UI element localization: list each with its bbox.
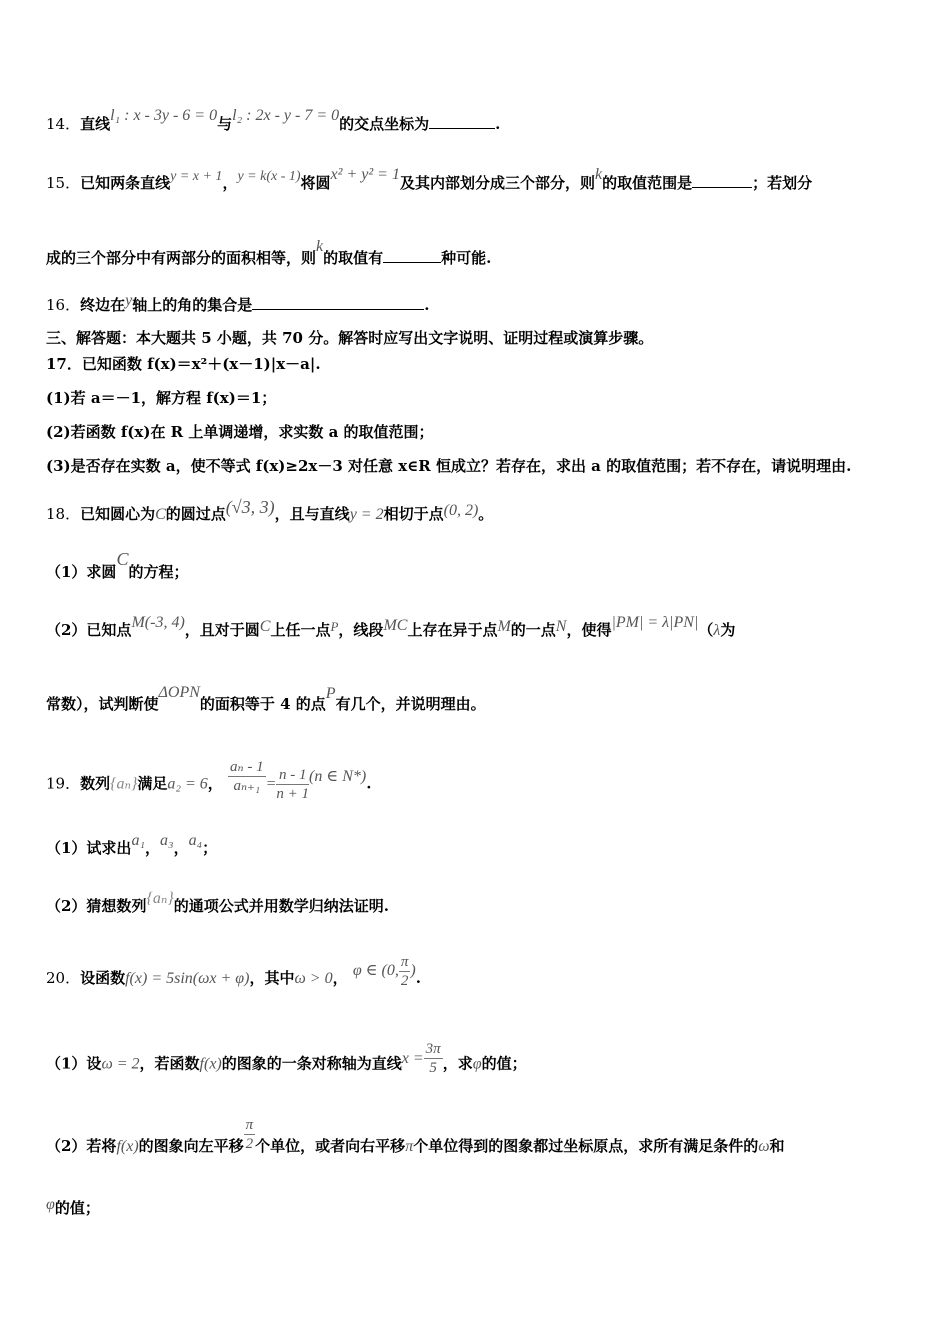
question-17-part3: (3)是否存在实数 a，使不等式 f(x)≥2x－3 对任意 x∈R 恒成立？若存在，求出 a 的取值范围；若不存在，请说明理由. [46,457,852,475]
q15-circle: x² + y² = 1 [330,166,400,183]
q18-number: 18． [46,505,81,523]
q20-p1-b: 的图象的一条对称轴为直线 [221,1054,402,1073]
q20-comma: ， [332,969,348,987]
q15-line2-k: k [316,238,324,255]
q15-tail3: ；若划分 [752,174,813,192]
question-18 [46,497,910,525]
q20-omega-cond: ω > 0 [294,970,333,987]
question-19-part1 [46,832,910,859]
q20-pi-over-2 [399,953,411,990]
q18-p2-lead: （2）已知点 [46,621,132,639]
q20-p2-bottom: 2 [245,1135,254,1152]
q18-point2: (0, 2) [443,502,479,519]
q15-tail: 及其内部划分成三个部分，则 [399,174,595,192]
question-17-stem: 17．已知函数 f(x)＝x²＋(x－1)|x－a|. [46,355,321,373]
q20-p2-b: 个单位，或者向右平移 [255,1137,406,1155]
question-14 [46,107,910,135]
q20-p1-x: x = [401,1049,424,1067]
q14-end: . [495,115,501,133]
question-19-part2 [46,890,910,917]
q19-fraction-right [276,766,309,803]
q18-p2-P: P [330,619,339,634]
q20-pi-bottom: 2 [400,972,409,989]
q18-mid: 的圆过点 [165,505,226,523]
q19-p1-lead: （1）试求出 [46,839,132,857]
q18-p2-h: 为 [720,621,736,639]
q18-C: C [155,506,166,523]
q18-mid3: 相切于点 [383,505,444,523]
q18-p2-line2-lead: 常数），试判断使 [46,695,159,713]
q19-sequence: {aₙ} [110,775,138,793]
q15-line2: y = k(x - 1) [237,169,301,184]
q18-p2-c: ，线段 [338,621,384,639]
q15-answer-blank-2[interactable] [383,248,441,263]
q14-lead: 直线 [80,115,111,133]
question-17-part1: (1)若 a＝－1，解方程 f(x)＝1； [46,389,277,407]
q15-line2-tail: 的取值有 [323,249,384,267]
q18-p2-triangle: ΔOPN [158,684,200,701]
q14-answer-blank[interactable] [429,114,495,129]
q18-p2-C: C [259,618,271,635]
q18-lead: 已知圆心为 [80,505,156,523]
q19-equals: = [265,775,277,793]
q20-p1-bottom: 5 [429,1060,437,1076]
q15-k: k [594,166,603,183]
question-16 [46,292,910,316]
q19-p2-tail: 的通项公式并用数学归纳法证明. [173,897,389,915]
q20-p2-f: f(x) [116,1138,139,1155]
q20-p1-f: f(x) [199,1055,222,1073]
q20-p1-omega: ω = 2 [101,1055,140,1073]
q19-lead: 数列 [80,774,111,793]
q16-lead: 终边在 [80,296,126,314]
q19-a2: a₂ = 6 [167,775,208,793]
q20-p2-line2-tail: 的值； [54,1199,100,1217]
q15-tail2: 的取值范围是 [602,174,693,192]
q15-answer-blank-1[interactable] [692,173,752,188]
q18-point1: (√3, 3) [225,497,275,517]
question-19 [46,759,910,803]
q20-number: 20． [46,969,81,987]
q15-comma: ， [222,174,238,192]
q19-frac1-bottom: aₙ₊₁ [233,778,261,794]
question-15-line2 [46,238,910,269]
q19-end: . [366,774,372,793]
q19-p2-sequence: {aₙ} [146,890,174,907]
q20-end: . [415,969,421,987]
q19-p1-end: ； [202,839,218,857]
question-20 [46,953,910,990]
question-18-part2 [46,614,910,641]
q18-p2-N: N [555,618,567,635]
question-18-part2-line2 [46,684,910,715]
q18-p2-M: M(-3, 4) [131,614,185,631]
q20-p2-a: 的图象向左平移 [138,1137,244,1155]
q16-number: 16． [46,296,81,314]
section-3-heading: 三、解答题：本大题共 5 小题，共 70 分。解答时应写出文字说明、证明过程或演算步骤。 [46,329,654,347]
q15-number: 15． [46,174,81,192]
q19-p1-a4: a₄ [188,832,203,849]
q18-p2-equation: |PM| = λ|PN| [611,614,699,631]
q18-p2-line2-mid: 的面积等于 4 的点 [199,695,326,713]
q18-mid2: ，且与直线 [274,505,350,523]
q19-p1-a1: a₁ [131,832,146,849]
question-17-part2: (2)若函数 f(x)在 R 上单调递增，求实数 a 的取值范围； [46,423,434,441]
q20-function: f(x) = 5sin(ωx + φ) [125,970,250,987]
q16-end: . [424,296,430,314]
q18-p2-MC: MC [383,617,408,634]
q20-phi-close: ) [410,962,416,979]
q19-mid: 满足 [137,774,168,793]
q19-frac2-top: n - 1 [276,766,309,785]
question-18-part1 [46,549,910,582]
q18-p2-d: 上存在异于点 [407,621,498,639]
q20-p1-phi: φ [472,1055,482,1073]
q19-fraction-left [228,758,266,795]
q14-line2: l₂ : 2x - y - 7 = 0 [232,107,340,124]
q20-p2-top: π [245,1116,254,1133]
q20-p1-c: ，求 [442,1054,473,1073]
q19-p1-comma2: ， [173,839,189,857]
q15-mid: 将圆 [300,174,331,192]
q19-condition: (n ∈ N*) [309,767,367,785]
q20-p1-end: 的值； [481,1054,527,1073]
q19-p2-lead: （2）猜想数列 [46,897,147,915]
q20-p2-d: 和 [769,1137,785,1155]
q15-line2-end: 种可能. [441,249,492,267]
q19-frac1-top: aₙ - 1 [230,759,264,775]
q18-p1-lead: （1）求圆 [46,563,117,581]
q14-line1: l₁ : x - 3y - 6 = 0 [110,107,218,124]
q18-end: 。 [478,505,494,523]
q18-p2-b: 上任一点 [270,621,331,639]
q18-p2-M2: M [497,618,511,635]
q19-p1-comma1: ， [145,839,161,857]
q19-comma: ， [207,774,223,793]
q20-lead: 设函数 [80,969,126,987]
q18-p2-lambda: λ [713,622,721,639]
q20-p1-top: 3π [425,1041,441,1057]
q18-p2-f: ，使得 [566,621,612,639]
q20-mid: ，其中 [249,969,295,987]
q14-tail: 的交点坐标为 [339,115,430,133]
q20-p1-fraction [424,1040,443,1077]
q18-p2-g: （ [698,621,714,639]
q20-phi-range: φ ∈ (0, [352,962,399,979]
q18-p2-line2-P: P [325,685,336,702]
q15-lead: 已知两条直线 [80,174,171,192]
q18-p2-e: 的一点 [510,621,556,639]
question-20-part2 [46,1116,910,1157]
q15-line2-lead: 成的三个部分中有两部分的面积相等，则 [46,249,317,267]
q20-p2-c: 个单位得到的图象都过坐标原点，求所有满足条件的 [413,1137,759,1155]
q19-number: 19． [46,774,81,793]
q16-tail: 轴上的角的集合是 [132,296,253,314]
q18-line: y = 2 [349,506,384,523]
q18-p1-tail: 的方程； [128,563,189,581]
q14-mid: 与 [217,115,233,133]
q20-p2-lead: （2）若将 [46,1137,117,1155]
q20-pi-top: π [400,953,409,970]
q20-p2-pi: π [405,1138,414,1155]
q18-p2-a: ，且对于圆 [184,621,260,639]
q16-answer-blank[interactable] [252,295,424,310]
q18-p1-C: C [116,549,129,569]
q14-number: 14． [46,115,81,133]
q20-p2-omega: ω [758,1138,770,1155]
q18-p2-line2-tail: 有几个，并说明理由。 [335,695,486,713]
question-15 [46,166,910,195]
q20-p2-fraction [244,1116,256,1153]
q20-p1-a: ，若函数 [139,1054,200,1073]
q19-frac2-bottom: n + 1 [276,786,310,802]
q20-p2-line2-phi: φ [46,1196,55,1213]
q16-y: y [125,292,133,309]
q20-p1-lead: （1）设 [46,1054,102,1073]
q19-p1-a3: a₃ [160,832,174,849]
question-20-part2-line2 [46,1198,910,1219]
q15-line1: y = x + 1 [170,169,223,184]
